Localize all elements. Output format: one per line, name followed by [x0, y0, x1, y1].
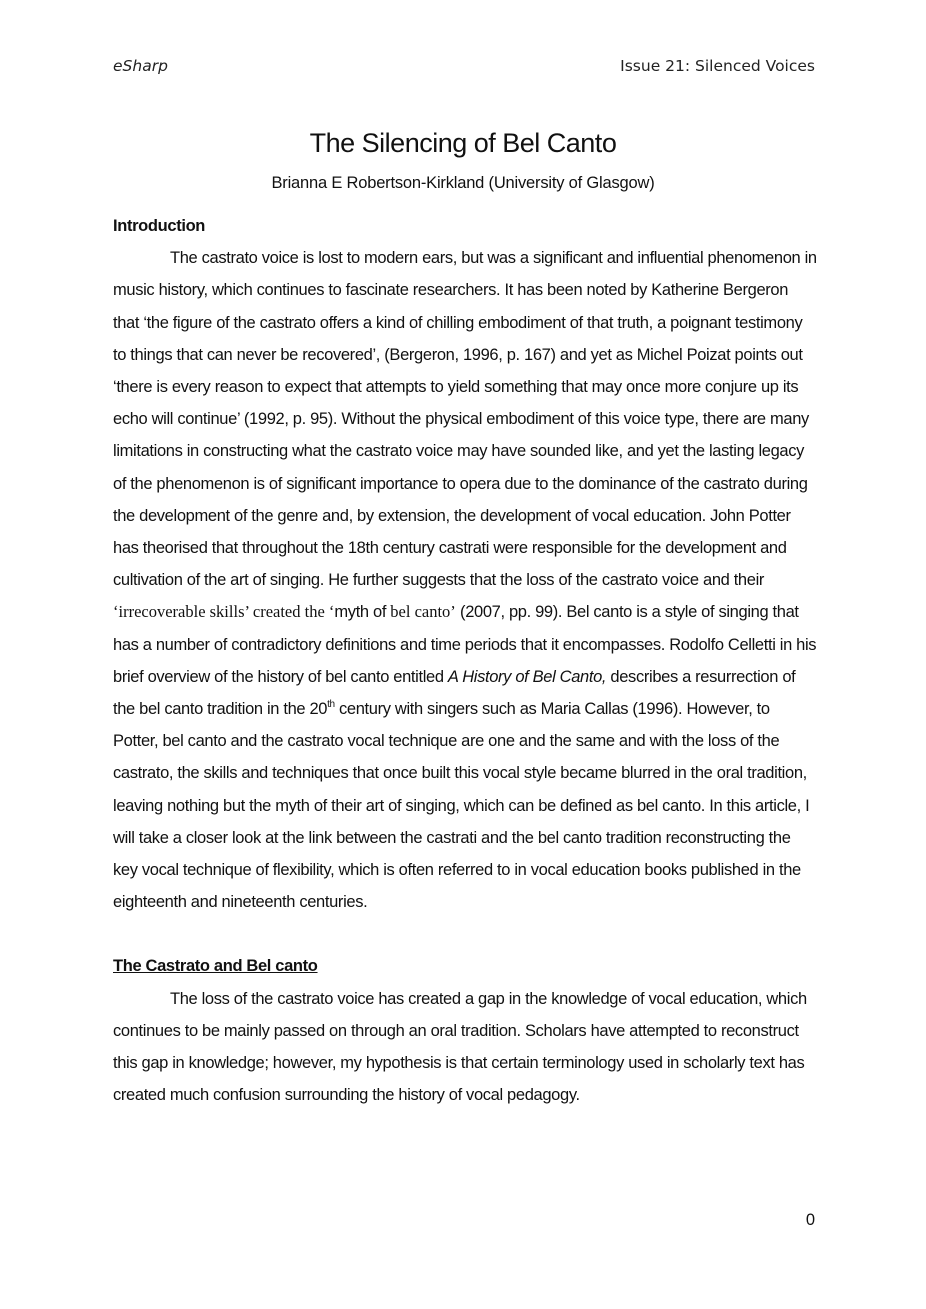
page-number: 0 [805, 1211, 815, 1229]
article-author: Brianna E Robertson-Kirkland (University of Glasgow) [271, 174, 655, 192]
section-paragraph: The loss of the castrato voice has created a gap in the knowledge of vocal education, which continues to be mainly passed on through an oral tradition. Scholars have attempted to reconstruct this gap in knowledge; however, my hypothesis is that certain terminology used in scholarly text has created much confusion surrounding the history of vocal pedagogy. [113, 989, 807, 1105]
poizat-quote: ‘there is every reason to expect that attempts to yield something that may once more conjure up its echo will continue’ [113, 378, 799, 429]
introduction-heading: Introduction [113, 217, 206, 235]
bergeron-quote: ‘the figure of the castrato offers a kind of chilling embodiment of that truth, a poignant testimony to things that can never be recovered’ [113, 313, 803, 364]
article-title: The Silencing of Bel Canto [309, 128, 617, 158]
intro-text-5: (2007, pp. 99). Bel canto is a style of singing that has a number of contradictory definitions and time periods that it encompasses. Rodolfo Celletti in his brief overview of the history of bel canto entitled [113, 603, 817, 686]
intro-text-1: The castrato voice is lost to modern ears, but was a significant and influential phenomenon in music history, which continues to fascinate researchers. It has been noted by Katherine Bergeron that [113, 249, 817, 332]
journal-name: eSharp [113, 57, 168, 75]
introduction-paragraph [113, 242, 818, 918]
section-heading-castrato: The Castrato and Bel canto [113, 957, 318, 976]
potter-quote-part2: bel canto’ [390, 602, 456, 622]
book-title: A History of Bel Canto, [447, 667, 607, 686]
potter-quote-part1: ‘irrecoverable skills’ created the ‘ [113, 602, 335, 622]
issue-title: Issue 21: Silenced Voices [620, 57, 815, 75]
intro-text-4: myth of [334, 603, 391, 622]
superscript-th: th [327, 699, 335, 711]
article-body [113, 210, 818, 1111]
intro-text-7: century with singers such as Maria Callas (1996). However, to Potter, bel canto and the castrato vocal technique are one and the same and with the loss of the castrato, the skills and techniques that once built this vocal style became blurred in the oral tradition, leaving nothing but the myth of their art of singing, which can be defined as bel canto. In this article, I will take a closer look at the link between the castrati and the bel canto tradition reconstructing the key vocal technique of flexibility, which is often referred to in vocal education books published in the eighteenth and nineteenth centuries. [113, 700, 810, 912]
intro-text-2: , (Bergeron, 1996, p. 167) and yet as Michel Poizat points out [375, 345, 803, 364]
section-gap [113, 918, 818, 950]
intro-text-6: describes a resurrection of the bel canto tradition in the 20 [113, 667, 796, 719]
intro-text-3: (1992, p. 95). Without the physical embodiment of this voice type, there are many limitations in constructing what the castrato voice may have sounded like, and yet the lasting legacy of the phenomenon is of significant importance to opera due to the dominance of the castrato during the development of the genre and, by extension, the development of vocal education. John Potter has theorised that throughout the 18th century castrati were responsible for the development and cultivation of the art of singing. He further suggests that the loss of the castrato voice and their [113, 410, 809, 590]
running-header [113, 57, 815, 75]
